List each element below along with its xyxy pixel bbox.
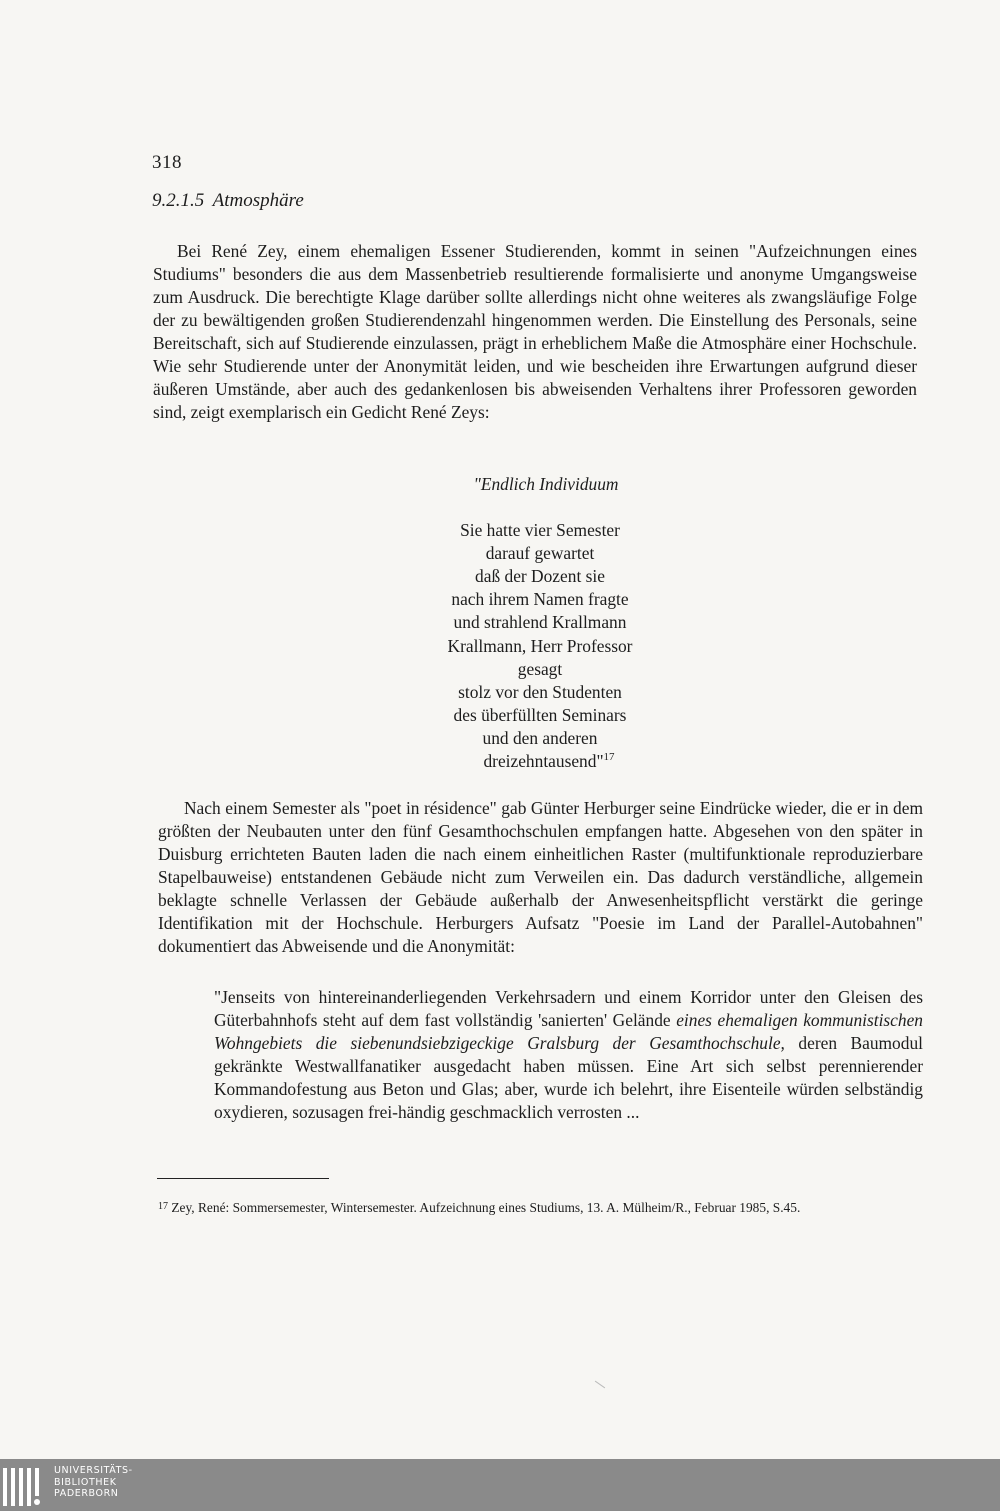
- footnote-text: Zey, René: Sommersemester, Wintersemester. Aufzeichnung eines Studiums, 13. A. Mülheim/R., Februar 1985, S.45.: [171, 1200, 801, 1215]
- logo-line: UNIVERSITÄTS-: [54, 1465, 133, 1476]
- quote-italic-text: eines ehemaligen kommunistischen Wohngebiets die siebenundsiebzigeckige Gralsburg der Gesamthochschule,: [214, 1010, 923, 1054]
- poem-line: daß der Dozent sie: [475, 566, 605, 587]
- poem-last-line-text: dreizehntausend": [483, 751, 604, 772]
- logo-line: BIBLIOTHEK: [54, 1476, 117, 1488]
- section-heading: 9.2.1.5 Atmosphäre: [152, 190, 304, 211]
- library-logo-icon: [2, 1465, 48, 1507]
- library-logo[interactable]: [2, 1465, 162, 1507]
- block-quote: [214, 986, 923, 1125]
- quote-text-part1: "Jenseits von hintereinanderliegenden Verkehrsadern und einem Korridor unter den Gleisen des Güterbahnhofs steht auf dem fast vollständig 'sanierten' Gelände: [214, 987, 923, 1031]
- footnote-number: 17: [158, 1201, 168, 1212]
- poem-line: des überfüllten Seminars: [453, 704, 627, 725]
- poem-line: darauf gewartet: [485, 543, 595, 564]
- footnote: [158, 1198, 923, 1217]
- poem-title: "Endlich Individuum: [473, 474, 619, 494]
- poem-line: und strahlend Krallmann: [453, 612, 627, 633]
- footnote-divider: [157, 1178, 329, 1179]
- poem-line-last: [380, 750, 700, 773]
- library-logo-text: [54, 1465, 133, 1500]
- poem-line: Sie hatte vier Semester: [460, 520, 620, 541]
- footer-bar: [0, 1459, 1000, 1511]
- footnote-reference[interactable]: 17: [603, 751, 615, 764]
- body-paragraph-2: Nach einem Semester als "poet in résidence" gab Günter Herburger seine Eindrücke wieder, die er in dem größten der Neubauten unter den fünf Gesamthochschulen empfangen hatte. Abgesehen von den später in Duisburg errichteten Bauten laden die nach einem einheitlichen Raster (multifunktionale reproduzierbare Stapelbauweise) entstandenen Gebäude nicht zum Verweilen ein. Das dadurch verständliche, allgemein beklagte schnelle Verlassen der Gebäude außerhalb der Anwesenheitspflicht verstärkt die geringe Identifikation mit der Hochschule. Herburgers Aufsatz "Poesie im Land der Parallel-Autobahnen" dokumentiert das Abweisende und die Anonymität:: [158, 798, 923, 956]
- page-number: 318: [152, 152, 182, 173]
- poem: [380, 473, 700, 773]
- poem-line: gesagt: [517, 658, 563, 679]
- scan-artifact: [595, 1381, 605, 1389]
- poem-line: Krallmann, Herr Professor: [447, 635, 633, 656]
- poem-line: nach ihrem Namen fragte: [451, 589, 629, 610]
- poem-line: und den anderen: [482, 727, 598, 748]
- logo-line: PADERBORN: [54, 1488, 119, 1499]
- body-paragraph-1: Bei René Zey, einem ehemaligen Essener Studierenden, kommt in seinen "Aufzeichnungen eines Studiums" besonders die aus dem Massenbetrieb resultierende formalisierte und anonyme Umgangsweise zum Ausdruck. Die berechtigte Klage darüber sollte allerdings nicht ohne weiteres als zwangsläufige Folge der zu bewältigenden großen Studierendenzahl hingenommen werden. Die Einstellung des Personals, seine Bereitschaft, sich auf Studierende einzulassen, prägt in erheblichem Maße die Atmosphäre einer Hochschule. Wie sehr Studierende unter der Anonymität leiden, und wie bescheiden ihre Erwartungen aufgrund dieser äußeren Umstände, aber auch des gedankenlosen bis abweisenden Verhaltens ihrer Professoren geworden sind, zeigt exemplarisch ein Gedicht René Zeys:: [153, 241, 917, 422]
- poem-line: stolz vor den Studenten: [458, 681, 622, 702]
- quote-text-part2: deren Baumodul gekränkte Westwallfanatiker ausgedacht haben müssen. Eine Art sich selbst perennierender Kommandofestung aus Beton und Glas; aber, wurde ich belehrt, ihre Eisenteile würden selbständig oxydieren, sozusagen frei-händig geschmacklich verrosten ...: [214, 1033, 923, 1123]
